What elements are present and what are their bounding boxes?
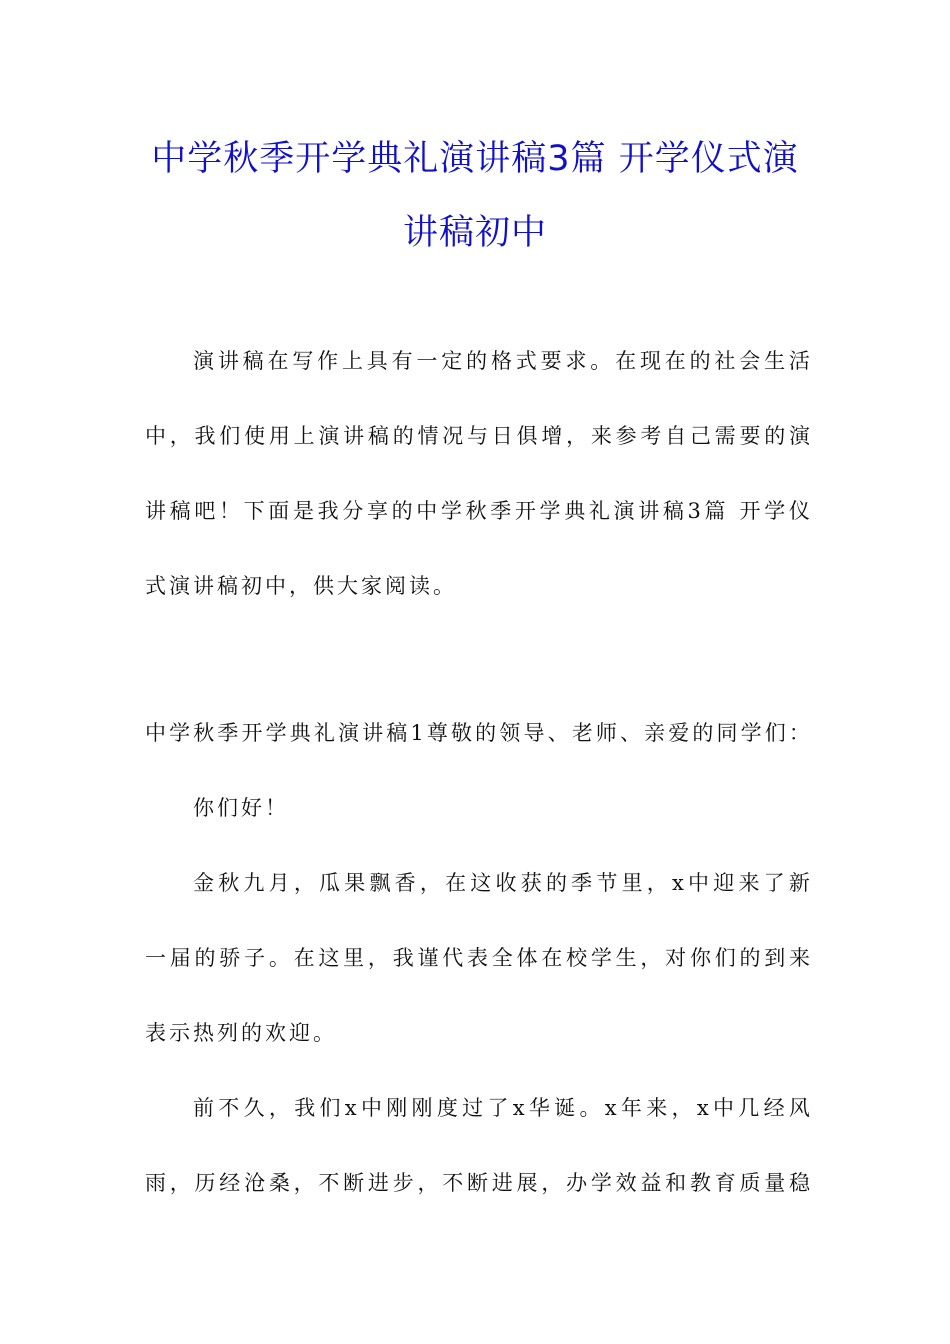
- paragraph-1-line-2: 一届的骄子。在这里，我谨代表全体在校学生，对你们的到来: [145, 946, 814, 970]
- paragraph-1-line-3: 表示热列的欢迎。: [145, 1021, 337, 1045]
- intro-line-2: 中，我们使用上演讲稿的情况与日俱增，来参考自己需要的演: [145, 424, 814, 448]
- title-line-1: 中学秋季开学典礼演讲稿3篇 开学仪式演: [151, 139, 799, 179]
- document-title: [130, 122, 820, 270]
- intro-line-1: 演讲稿在写作上具有一定的格式要求。在现在的社会生活: [193, 349, 814, 373]
- intro-line-4: 式演讲稿初中，供大家阅读。: [145, 574, 457, 598]
- intro-line-3: 讲稿吧！下面是我分享的中学秋季开学典礼演讲稿3篇 开学仪: [145, 499, 814, 523]
- paragraph-2-line-2: 雨，历经沧桑，不断进步，不断进展，办学效益和教育质量稳: [145, 1171, 814, 1195]
- paragraph-1-line-1: 金秋九月，瓜果飘香，在这收获的季节里，x中迎来了新: [193, 871, 815, 895]
- paragraph-2-line-1: 前不久，我们x中刚刚度过了x华诞。x年来，x中几经风: [193, 1096, 815, 1120]
- title-line-2: 讲稿初中: [402, 213, 547, 253]
- section-heading: 中学秋季开学典礼演讲稿1尊敬的领导、老师、亲爱的同学们：: [145, 721, 813, 745]
- greeting: 你们好！: [193, 796, 289, 820]
